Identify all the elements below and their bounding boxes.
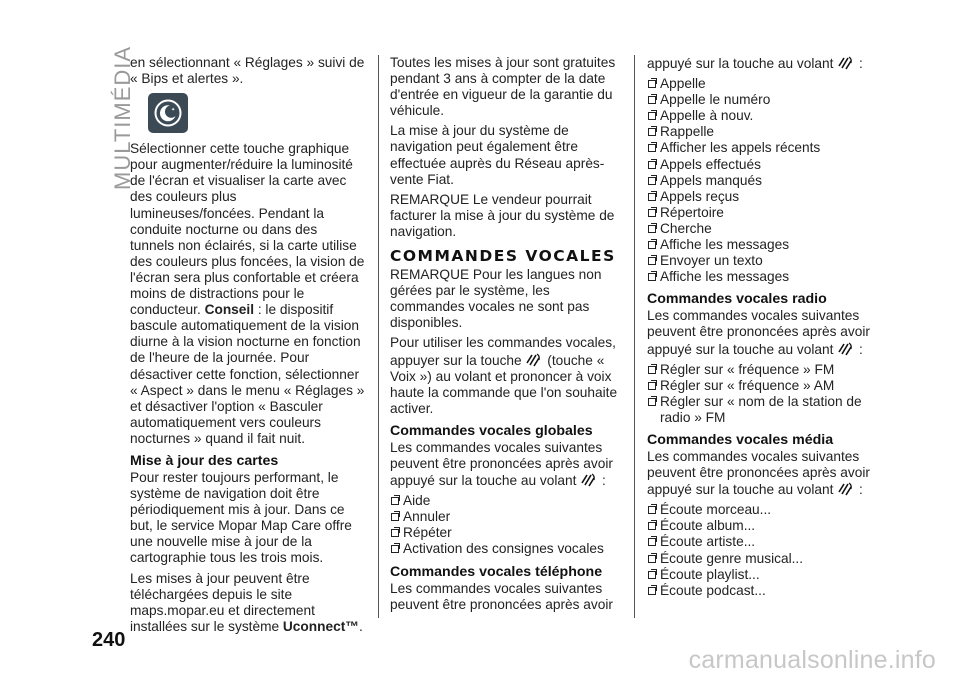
text: : bbox=[855, 341, 863, 357]
list-item: Affiche les messages bbox=[647, 269, 879, 285]
list-item: Régler sur « fréquence » FM bbox=[647, 362, 879, 378]
list-item: Affiche les messages bbox=[647, 237, 879, 253]
radio-commands-list bbox=[647, 362, 879, 426]
list-item: Écoute morceau... bbox=[647, 502, 879, 518]
list-item: Appels reçus bbox=[647, 189, 879, 205]
voice-command-icon bbox=[838, 55, 854, 70]
voice-command-icon bbox=[526, 352, 542, 367]
bold-text: Conseil bbox=[204, 302, 255, 318]
list-item: Écoute artiste... bbox=[647, 534, 879, 550]
list-item: Écoute podcast... bbox=[647, 583, 879, 599]
column-divider bbox=[378, 55, 379, 618]
list-item: Afficher les appels récents bbox=[647, 140, 879, 156]
section-heading: Commandes vocales média bbox=[647, 431, 834, 448]
paragraph bbox=[130, 571, 365, 635]
list-item: Annuler bbox=[390, 509, 622, 525]
page-number: 240 bbox=[92, 629, 126, 651]
paragraph bbox=[390, 335, 622, 416]
bold-text: Uconnect™ bbox=[282, 618, 359, 634]
text: Sélectionner cette touche graphique pour augmenter/réduire la luminosité de l'écran et visualiser la carte avec des couleurs plus lumineuses/foncées. Pendant la conduite nocturne ou dans des tunnels non éclairés, si la carte utilise des couleurs plus foncées, la vision de l'écran sera plus confortable et créera moins de distractions pour le conducteur. bbox=[130, 141, 365, 318]
watermark-link[interactable]: carmanualsonline.info bbox=[688, 646, 936, 674]
text: Les commandes vocales suivantes peuvent être prononcées après avoir appuyé sur la touche au volant bbox=[647, 308, 870, 357]
svg-text:✦: ✦ bbox=[171, 107, 176, 114]
voice-command-icon bbox=[581, 472, 597, 487]
section-heading: Commandes vocales radio bbox=[647, 291, 827, 308]
list-item: Appels effectués bbox=[647, 157, 879, 173]
list-item: Répéter bbox=[390, 525, 622, 541]
text: : le dispositif bascule automatiquement de la vision diurne à la vision nocturne en fonction de l'heure de la journée. Pour désactiver cette fonction, sélectionner « Aspect » dans le menu « Réglages » et désactiver l'option « Basculer automatiquement vers couleurs nocturnes » quand il fait nuit. bbox=[130, 302, 365, 446]
paragraph: Pour rester toujours performant, le système de navigation doit être périodiquement mis à jour. Dans ce but, le service Mopar Map Care offre une nouvelle mise à jour de la cartographie tous les trois mois. bbox=[130, 469, 352, 566]
paragraph: La mise à jour du système de navigation peut également être effectuée auprès du Réseau après-vente Fiat. bbox=[390, 123, 605, 187]
paragraph: REMARQUE Pour les langues non gérées par le système, les commandes vocales ne sont pas disponibles. bbox=[390, 267, 602, 331]
list-item: Écoute genre musical... bbox=[647, 551, 879, 567]
list-item: Régler sur « fréquence » AM bbox=[647, 378, 879, 394]
paragraph: Toutes les mises à jour sont gratuites pendant 3 ans à compter de la date d'entrée en vigueur de la garantie du véhicule. bbox=[390, 55, 616, 119]
text: : bbox=[855, 482, 863, 498]
list-item: Rappelle bbox=[647, 124, 879, 140]
section-title-text: MULTIMÉDIA bbox=[110, 45, 135, 190]
voice-command-icon bbox=[838, 341, 854, 356]
paragraph: REMARQUE Le vendeur pourrait facturer la mise à jour du système de navigation. bbox=[390, 191, 615, 239]
list-item: Cherche bbox=[647, 221, 879, 237]
paragraph bbox=[647, 308, 879, 357]
text-column-3 bbox=[647, 55, 879, 602]
list-item: Appels manqués bbox=[647, 173, 879, 189]
text: : bbox=[855, 56, 863, 71]
list-item: Appelle à nouv. bbox=[647, 108, 879, 124]
paragraph bbox=[130, 141, 365, 447]
text-column-1 bbox=[130, 55, 365, 639]
paragraph bbox=[647, 55, 879, 72]
paragraph bbox=[390, 440, 622, 489]
moon-stars-icon bbox=[148, 93, 188, 133]
paragraph: en sélectionnant « Réglages » suivi de « Bips et alertes ». bbox=[130, 55, 365, 87]
paragraph bbox=[647, 449, 879, 498]
text: : bbox=[598, 473, 606, 489]
list-item: Aide bbox=[390, 493, 622, 509]
list-item: Régler sur « nom de la station de radio » FM bbox=[647, 394, 879, 426]
text: appuyé sur la touche au volant bbox=[647, 56, 838, 71]
media-commands-list bbox=[647, 502, 879, 599]
text: Les mises à jour peuvent être téléchargées depuis le site maps.mopar.eu et directement installées sur le système bbox=[130, 570, 315, 634]
list-item: Répertoire bbox=[647, 205, 879, 221]
paragraph: Les commandes vocales suivantes peuvent être prononcées après avoir bbox=[390, 580, 613, 612]
global-commands-list bbox=[390, 493, 622, 557]
phone-commands-list bbox=[647, 76, 879, 285]
section-heading: Commandes vocales téléphone bbox=[390, 563, 603, 580]
text-column-2 bbox=[390, 55, 622, 617]
section-heading: Mise à jour des cartes bbox=[130, 452, 279, 469]
list-item: Appelle le numéro bbox=[647, 92, 879, 108]
list-item: Écoute playlist... bbox=[647, 567, 879, 583]
section-sidebar-title bbox=[82, 45, 135, 192]
chapter-heading: COMMANDES VOCALES bbox=[390, 247, 616, 266]
text: Les commandes vocales suivantes peuvent être prononcées après avoir appuyé sur la touche au volant bbox=[647, 448, 870, 498]
text: . bbox=[358, 618, 363, 634]
voice-command-icon bbox=[838, 481, 854, 496]
text: (touche « Voix ») au volant et prononcer à voix haute la commande que l'on souhaite activer. bbox=[390, 352, 618, 416]
list-item: Activation des consignes vocales bbox=[390, 541, 622, 557]
column-divider bbox=[634, 55, 635, 618]
text: Pour utiliser les commandes vocales, appuyer sur la touche bbox=[390, 335, 616, 368]
text: Les commandes vocales suivantes peuvent être prononcées après avoir appuyé sur la touche au volant bbox=[390, 439, 613, 489]
section-heading: Commandes vocales globales bbox=[390, 422, 593, 439]
list-item: Écoute album... bbox=[647, 518, 879, 534]
list-item: Envoyer un texto bbox=[647, 253, 879, 269]
list-item: Appelle bbox=[647, 76, 879, 92]
